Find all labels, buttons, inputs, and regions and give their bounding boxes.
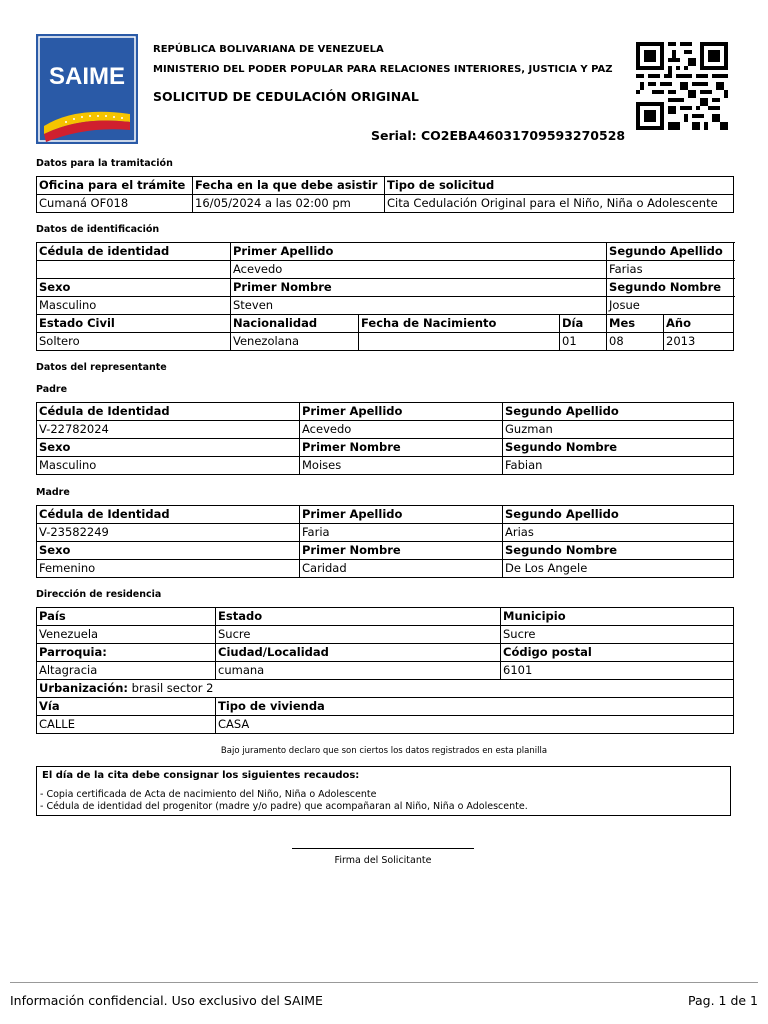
madre-header-nombre1: Primer Nombre — [300, 542, 503, 560]
header-republic: REPÚBLICA BOLIVARIANA DE VENEZUELA — [153, 44, 384, 55]
padre-apellido2-value: Guzman — [503, 421, 734, 439]
tramitacion-table — [36, 176, 734, 213]
madre-nombre1-value: Caridad — [300, 560, 503, 578]
header-via: Vía — [37, 698, 216, 716]
header-nacionalidad: Nacionalidad — [231, 315, 359, 333]
document-title: SOLICITUD DE CEDULACIÓN ORIGINAL — [153, 89, 419, 104]
dia-value: 01 — [560, 333, 607, 351]
madre-cedula-value: V-23582249 — [37, 524, 300, 542]
section-residencia: Dirección de residencia — [36, 589, 162, 600]
header-segundo-nombre: Segundo Nombre — [607, 279, 734, 297]
footer-confidential: Información confidencial. Uso exclusivo del SAIME — [10, 993, 323, 1008]
padre-cedula-value: V-22782024 — [37, 421, 300, 439]
header-tipo-vivienda: Tipo de vivienda — [216, 698, 734, 716]
padre-sexo-value: Masculino — [37, 457, 300, 475]
header-pais: País — [37, 608, 216, 626]
header-dia: Día — [560, 315, 607, 333]
recaudo-item: - Cédula de identidad del progenitor (madre y/o padre) que acompañaran al Niño, Niña o Adolescente. — [40, 801, 528, 812]
section-identificacion: Datos de identificación — [36, 224, 160, 235]
tipo-vivienda-value: CASA — [216, 716, 734, 734]
estado-civil-value: Soltero — [37, 333, 231, 351]
oath-statement: Bajo juramento declaro que son ciertos los datos registrados en esta planilla — [220, 746, 548, 756]
residencia-table — [36, 607, 734, 734]
header-oficina: Oficina para el trámite — [37, 177, 193, 195]
header-parroquia: Parroquia: — [37, 644, 216, 662]
header-tipo-solicitud: Tipo de solicitud — [385, 177, 734, 195]
municipio-value: Sucre — [501, 626, 734, 644]
madre-header-sexo: Sexo — [37, 542, 300, 560]
header-anio: Año — [664, 315, 734, 333]
madre-label: Madre — [36, 487, 70, 498]
oficina-value: Cumaná OF018 — [37, 195, 193, 213]
anio-value: 2013 — [664, 333, 734, 351]
recaudo-item: - Copia certificada de Acta de nacimiento del Niño, Niña o Adolescente — [40, 789, 377, 800]
fecha-value: 16/05/2024 a las 02:00 pm — [193, 195, 385, 213]
parroquia-value: Altagracia — [37, 662, 216, 680]
footer-divider — [10, 982, 758, 983]
header-estado-civil: Estado Civil — [37, 315, 231, 333]
estado-value: Sucre — [216, 626, 501, 644]
mes-value: 08 — [607, 333, 664, 351]
pais-value: Venezuela — [37, 626, 216, 644]
madre-sexo-value: Femenino — [37, 560, 300, 578]
header-municipio: Municipio — [501, 608, 734, 626]
serial-number: Serial: CO2EBA46031709593270528 — [371, 128, 626, 143]
header-ministry: MINISTERIO DEL PODER POPULAR PARA RELACIONES INTERIORES, JUSTICIA Y PAZ — [153, 64, 613, 75]
madre-header-cedula: Cédula de Identidad — [37, 506, 300, 524]
header-codigo-postal: Código postal — [501, 644, 734, 662]
logo-text: SAIME — [48, 63, 126, 90]
segundo-nombre-value: Josue — [607, 297, 734, 315]
header-primer-nombre: Primer Nombre — [231, 279, 607, 297]
madre-header-apellido1: Primer Apellido — [300, 506, 503, 524]
header-urbanizacion: Urbanización: — [39, 681, 129, 695]
header-sexo: Sexo — [37, 279, 231, 297]
recaudos-title: El día de la cita debe consignar los siguientes recaudos: — [42, 770, 360, 781]
section-representante: Datos del representante — [36, 362, 167, 373]
signature-label: Firma del Solicitante — [334, 855, 432, 866]
header-mes: Mes — [607, 315, 664, 333]
header-ciudad: Ciudad/Localidad — [216, 644, 501, 662]
codigo-postal-value: 6101 — [501, 662, 734, 680]
padre-nombre2-value: Fabian — [503, 457, 734, 475]
saime-logo — [36, 34, 138, 144]
qr-code-icon — [636, 42, 728, 130]
padre-header-cedula: Cédula de Identidad — [37, 403, 300, 421]
madre-table — [36, 505, 734, 578]
padre-apellido1-value: Acevedo — [300, 421, 503, 439]
padre-header-apellido1: Primer Apellido — [300, 403, 503, 421]
padre-header-apellido2: Segundo Apellido — [503, 403, 734, 421]
urbanizacion-row — [37, 680, 734, 698]
padre-nombre1-value: Moises — [300, 457, 503, 475]
padre-label: Padre — [36, 384, 68, 395]
section-tramitacion: Datos para la tramitación — [36, 158, 173, 169]
ciudad-value: cumana — [216, 662, 501, 680]
padre-header-sexo: Sexo — [37, 439, 300, 457]
header-estado: Estado — [216, 608, 501, 626]
madre-header-apellido2: Segundo Apellido — [503, 506, 734, 524]
tipo-value: Cita Cedulación Original para el Niño, Niña o Adolescente — [385, 195, 734, 213]
page-number: Pag. 1 de 1 — [688, 993, 758, 1008]
madre-apellido1-value: Faria — [300, 524, 503, 542]
header-primer-apellido: Primer Apellido — [231, 243, 607, 261]
via-value: CALLE — [37, 716, 216, 734]
header-fecha-asistir: Fecha en la que debe asistir — [193, 177, 385, 195]
segundo-apellido-value: Farias — [607, 261, 734, 279]
header-segundo-apellido: Segundo Apellido — [607, 243, 734, 261]
identificacion-table — [36, 242, 734, 351]
urbanizacion-value: brasil sector 2 — [128, 681, 214, 695]
sexo-value: Masculino — [37, 297, 231, 315]
padre-header-nombre2: Segundo Nombre — [503, 439, 734, 457]
primer-nombre-value: Steven — [231, 297, 607, 315]
madre-apellido2-value: Arias — [503, 524, 734, 542]
madre-nombre2-value: De Los Angele — [503, 560, 734, 578]
nacionalidad-value: Venezolana — [231, 333, 359, 351]
header-cedula: Cédula de identidad — [37, 243, 231, 261]
madre-header-nombre2: Segundo Nombre — [503, 542, 734, 560]
padre-table — [36, 402, 734, 475]
padre-header-nombre1: Primer Nombre — [300, 439, 503, 457]
cedula-value — [37, 261, 231, 279]
primer-apellido-value: Acevedo — [231, 261, 607, 279]
header-fecha-nacimiento: Fecha de Nacimiento — [359, 315, 560, 333]
fecha-nacimiento-value — [359, 333, 560, 351]
signature-line — [292, 848, 474, 849]
